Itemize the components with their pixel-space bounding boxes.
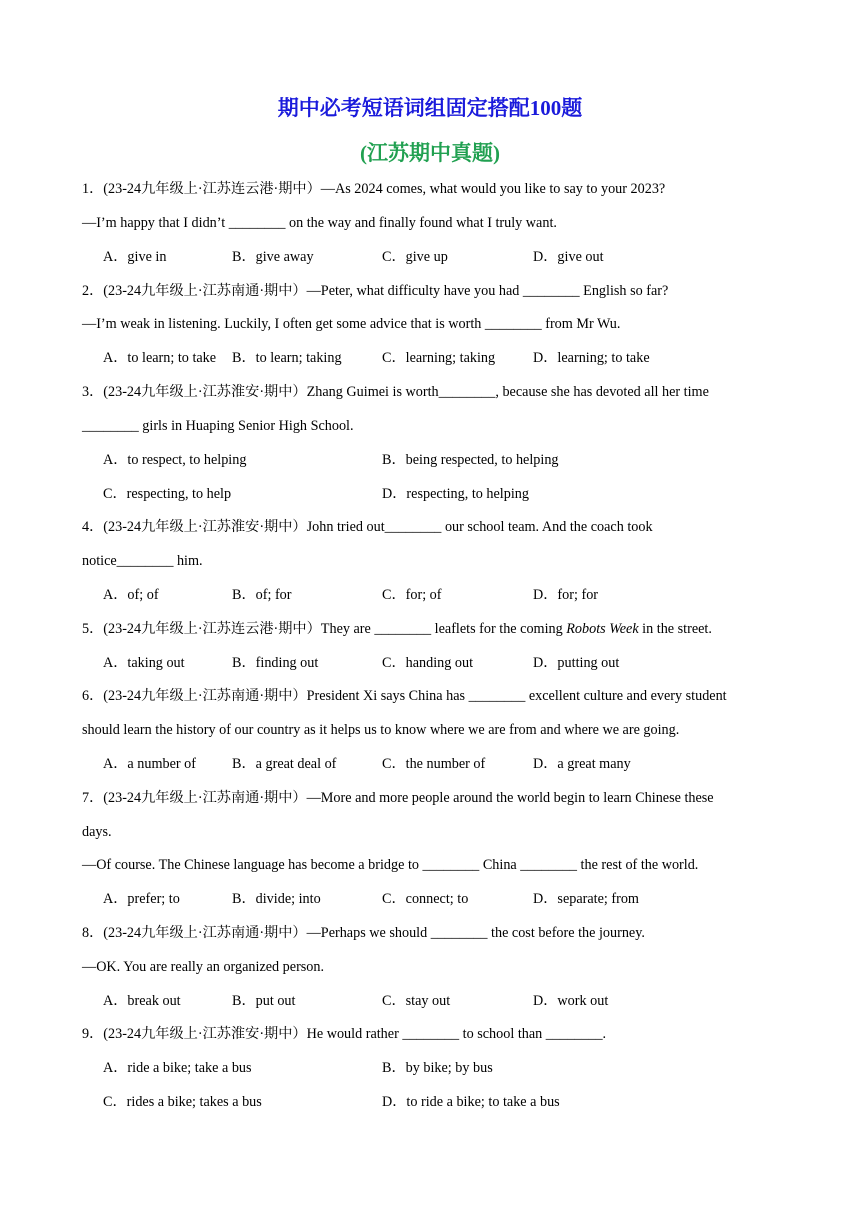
question-3-option-d: D．respecting, to helping [382, 486, 529, 502]
question-2-option-a: A．to learn; to take [103, 350, 217, 366]
question-6-option-a: A．a number of [103, 756, 196, 772]
question-3-option-c: C．respecting, to help [103, 486, 232, 502]
question-8-option-d: D．work out [533, 993, 609, 1009]
document-subtitle: (江苏期中真题) [360, 141, 500, 165]
question-8-option-c: C．stay out [382, 993, 451, 1009]
question-2-option-d: D．learning; to take [533, 350, 650, 366]
question-1-option-a: A．give in [103, 249, 167, 265]
question-7-option-c: C．connect; to [382, 891, 469, 907]
question-3-stem-line2: ________ girls in Huaping Senior High School. [82, 418, 354, 434]
question-9-option-d: D．to ride a bike; to take a bus [382, 1094, 560, 1110]
question-5-stem-start: 5．(23-24九年级上·江苏连云港·期中）They are ________ leaflets for the coming [82, 621, 567, 637]
question-7-option-d: D．separate; from [533, 891, 639, 907]
document-title: 期中必考短语词组固定搭配100题 [277, 96, 583, 120]
question-6-stem-line2: should learn the history of our country as it helps us to know where we are from and where we are going. [82, 722, 680, 738]
question-4-stem-line2: notice________ him. [82, 553, 203, 569]
question-9-option-c: C．rides a bike; takes a bus [103, 1094, 262, 1110]
question-4-option-b: B．of; for [232, 587, 292, 603]
question-5-option-b: B．finding out [232, 655, 319, 671]
question-2-stem-line2: —I’m weak in listening. Luckily, I often get some advice that is worth ________ from Mr Wu. [82, 316, 621, 332]
question-7-stem: 7．(23-24九年级上·江苏南通·期中）—More and more people around the world begin to learn Chinese these [82, 790, 714, 806]
question-7-option-b: B．divide; into [232, 891, 321, 907]
question-5-option-a: A．taking out [103, 655, 185, 671]
question-2-option-b: B．to learn; taking [232, 350, 342, 366]
question-2-option-c: C．learning; taking [382, 350, 496, 366]
question-3-option-b: B．being respected, to helping [382, 452, 559, 468]
question-5-option-d: D．putting out [533, 655, 620, 671]
question-1-option-b: B．give away [232, 249, 314, 265]
question-1-stem-line2: —I’m happy that I didn’t ________ on the way and finally found what I truly want. [82, 215, 557, 231]
question-4-stem: 4．(23-24九年级上·江苏淮安·期中）John tried out________ our school team. And the coach took [82, 519, 653, 535]
question-5-stem-italic: Robots Week [566, 621, 639, 637]
question-5-stem [82, 620, 712, 638]
question-8-option-b: B．put out [232, 993, 296, 1009]
question-4-option-d: D．for; for [533, 587, 599, 603]
question-7-stem-line3: —Of course. The Chinese language has become a bridge to ________ China ________ the rest of the world. [82, 857, 699, 873]
question-4-option-c: C．for; of [382, 587, 442, 603]
question-6-option-b: B．a great deal of [232, 756, 337, 772]
question-6-option-d: D．a great many [533, 756, 631, 772]
question-3-option-a: A．to respect, to helping [103, 452, 247, 468]
question-9-stem: 9．(23-24九年级上·江苏淮安·期中）He would rather ________ to school than ________. [82, 1026, 607, 1042]
question-1-option-c: C．give up [382, 249, 448, 265]
question-6-stem: 6．(23-24九年级上·江苏南通·期中）President Xi says China has ________ excellent culture and every student [82, 688, 727, 704]
question-6-option-c: C．the number of [382, 756, 486, 772]
question-8-stem: 8．(23-24九年级上·江苏南通·期中）—Perhaps we should ________ the cost before the journey. [82, 925, 645, 941]
question-7-option-a: A．prefer; to [103, 891, 180, 907]
question-8-stem-line2: —OK. You are really an organized person. [82, 959, 325, 975]
question-9-option-b: B．by bike; by bus [382, 1060, 493, 1076]
question-9-option-a: A．ride a bike; take a bus [103, 1060, 252, 1076]
question-5-option-c: C．handing out [382, 655, 474, 671]
question-1-stem: 1．(23-24九年级上·江苏连云港·期中）—As 2024 comes, what would you like to say to your 2023? [82, 181, 666, 197]
question-7-stem-line2: days. [82, 824, 112, 840]
question-4-option-a: A．of; of [103, 587, 159, 603]
question-3-stem: 3．(23-24九年级上·江苏淮安·期中）Zhang Guimei is worth________, because she has devoted all her time [82, 384, 709, 400]
question-8-option-a: A．break out [103, 993, 181, 1009]
question-2-stem: 2．(23-24九年级上·江苏南通·期中）—Peter, what difficulty have you had ________ English so far? [82, 283, 669, 299]
question-1-option-d: D．give out [533, 249, 604, 265]
question-5-stem-end: in the street. [638, 621, 712, 637]
